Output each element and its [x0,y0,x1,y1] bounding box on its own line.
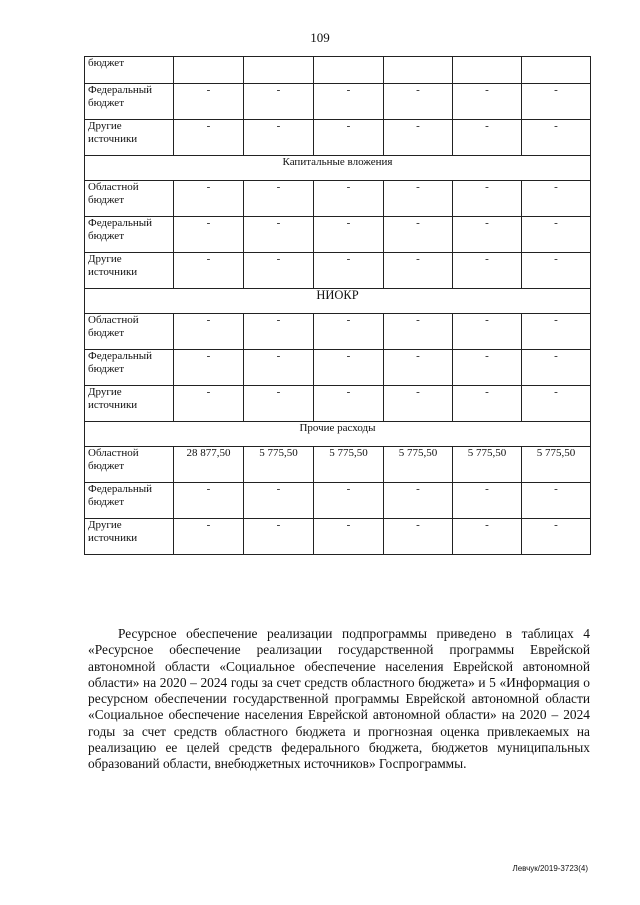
table-cell: - [384,350,453,386]
table-cell: - [174,519,244,555]
table-row [85,181,591,217]
table-cell: - [244,350,314,386]
table-cell: - [174,181,244,217]
table-cell: - [244,253,314,289]
table-cell: - [453,181,522,217]
table-cell: - [522,217,591,253]
table-cell: - [174,217,244,253]
table-cell: 5 775,50 [384,447,453,483]
section-heading: НИОКР [85,289,591,314]
table-cell: - [244,84,314,120]
row-label: Федеральный бюджет [85,217,174,253]
table-cell: - [384,120,453,156]
table-cell: - [384,386,453,422]
table-cell: - [174,314,244,350]
table-cell: 5 775,50 [314,447,384,483]
table-cell: - [314,217,384,253]
table-row [85,350,591,386]
table-row [85,314,591,350]
section-row [85,422,591,447]
body-paragraph: Ресурсное обеспечение реализации подпрограммы приведено в таблицах 4 «Ресурсное обеспечение реализации государственной программы Еврейской автономной области «Социальное обеспечение населения Еврейской автономной области» на 2020 – 2024 годы за счет средств областного бюджета» и 5 «Информация о ресурсном обеспечении государственной программы Еврейской автономной области «Социальное обеспечение населения Еврейской автономной области» на 2020 – 2024 годы за счет средств областного бюджета и прогнозная оценка привлекаемых на реализацию ее целей средств федерального бюджета, бюджетов муниципальных образований области, внебюджетных источников» Госпрограммы. [88,626,590,772]
table-cell: - [244,386,314,422]
table-cell: - [244,181,314,217]
table-cell: - [244,314,314,350]
row-label: Федеральный бюджет [85,483,174,519]
row-label: Областной бюджет [85,314,174,350]
table-cell: - [522,483,591,519]
table-cell [522,57,591,84]
table-cell: - [384,314,453,350]
table-cell: - [384,483,453,519]
table-cell: - [174,253,244,289]
table-cell [174,57,244,84]
row-label: Областной бюджет [85,181,174,217]
table-cell: 5 775,50 [522,447,591,483]
table-row [85,386,591,422]
table-cell: - [453,314,522,350]
page-number: 109 [310,30,330,45]
table-cell: - [522,519,591,555]
table-cell: - [384,519,453,555]
table-row [85,483,591,519]
table-cell: - [384,181,453,217]
table-cell: - [453,84,522,120]
table-cell: 5 775,50 [244,447,314,483]
table-cell: - [244,120,314,156]
table-cell [384,57,453,84]
table-cell: - [314,84,384,120]
table-cell: 28 877,50 [174,447,244,483]
table-cell: - [384,253,453,289]
table-cell: - [314,386,384,422]
row-label: Федеральный бюджет [85,350,174,386]
table-row [85,447,591,483]
table-cell: - [314,181,384,217]
table-cell: 5 775,50 [453,447,522,483]
table-cell: - [174,483,244,519]
row-label: Федеральный бюджет [85,84,174,120]
table-cell: - [174,350,244,386]
row-label: Другие источники [85,253,174,289]
table-row [85,57,591,84]
table-cell: - [453,120,522,156]
budget-table [84,56,591,555]
table-cell: - [174,120,244,156]
row-label: Другие источники [85,386,174,422]
section-heading: Капитальные вложения [85,156,591,181]
table-cell: - [453,519,522,555]
table-row [85,519,591,555]
table-cell: - [314,483,384,519]
table-cell: - [522,350,591,386]
table-cell [453,57,522,84]
table-cell: - [522,386,591,422]
table-cell: - [314,120,384,156]
table-cell: - [453,386,522,422]
table-cell: - [314,350,384,386]
table-cell: - [174,84,244,120]
table-cell: - [244,483,314,519]
table-cell: - [314,314,384,350]
table-cell: - [384,217,453,253]
table-row [85,120,591,156]
table-cell: - [453,217,522,253]
row-label: Другие источники [85,519,174,555]
table-cell: - [522,314,591,350]
table-cell: - [174,386,244,422]
table-cell: - [244,217,314,253]
section-row [85,156,591,181]
table-cell [314,57,384,84]
table-cell: - [522,84,591,120]
table-cell: - [453,350,522,386]
table-cell: - [522,253,591,289]
section-row [85,289,591,314]
table-cell: - [244,519,314,555]
table-cell: - [384,84,453,120]
table-row [85,253,591,289]
budget-table-body [85,57,591,555]
table-cell: - [453,483,522,519]
table-cell: - [522,120,591,156]
table-cell [244,57,314,84]
table-row [85,217,591,253]
table-cell: - [314,253,384,289]
section-heading: Прочие расходы [85,422,591,447]
table-cell: - [522,181,591,217]
table-cell: - [453,253,522,289]
table-row [85,84,591,120]
row-label: Областной бюджет [85,447,174,483]
row-label: бюджет [85,57,174,84]
footer-code: Левчук/2019-3723(4) [512,864,588,873]
table-cell: - [314,519,384,555]
row-label: Другие источники [85,120,174,156]
